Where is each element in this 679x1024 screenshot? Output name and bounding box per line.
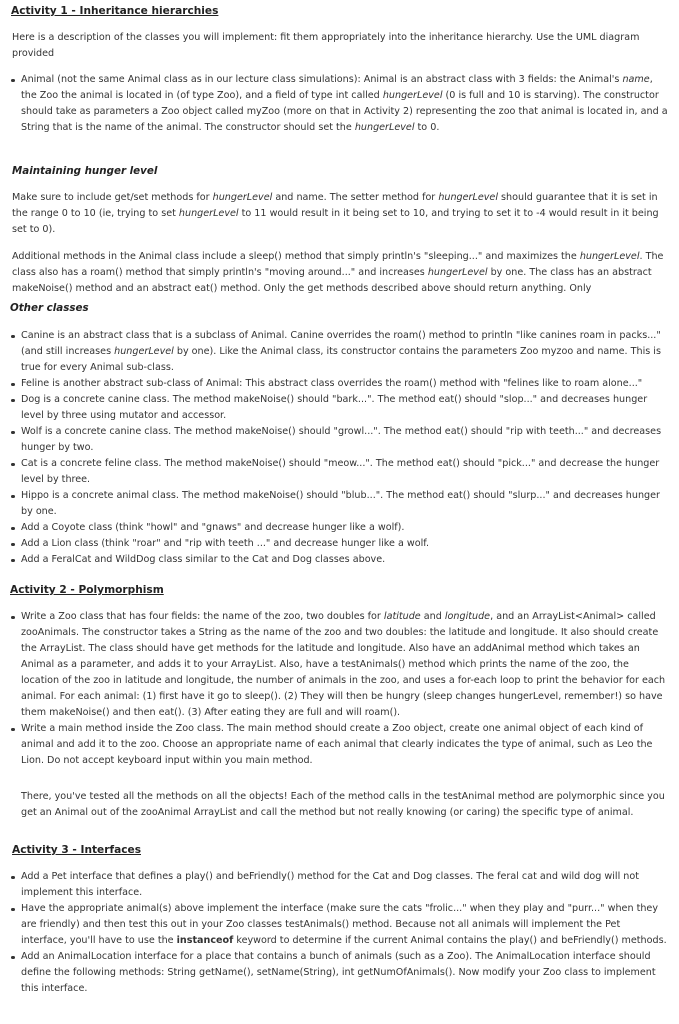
- list-item: Have the appropriate animal(s) above implement the interface (make sure the cats "frolic..." when they play and "purr..." when they are friendly) and then test this out in your Zoo classes testAnimals() method. Because not all animals will implement the Pet interface, you'll have to use the instanceof keyword to determine if the current Animal contains the play() and beFriendly() methods.: [9, 901, 669, 949]
- list-item: Feline is another abstract sub-class of Animal: This abstract class overrides the roam() method with "felines like to roam alone...": [9, 376, 669, 392]
- polymorphism-summary: There, you've tested all the methods on all the objects! Each of the method calls in the testAnimal method are polymorphic since you get an Animal out of the zooAnimal ArrayList and call the method but not really knowing (or caring) the specific type of animal.: [21, 791, 665, 818]
- list-item: Cat is a concrete feline class. The method makeNoise() should "meow...". The method eat() should "pick..." and decrease the hunger level by three.: [9, 456, 669, 488]
- list-item: Hippo is a concrete animal class. The method makeNoise() should "blub...". The method eat() should "slurp..." and decreases hunger by one.: [9, 488, 669, 520]
- list-item: Add a Pet interface that defines a play() and beFriendly() method for the Cat and Dog classes. The feral cat and wild dog will not implement this interface.: [9, 869, 669, 901]
- list-item: Wolf is a concrete canine class. The method makeNoise() should "growl...". The method eat() should "rip with teeth..." and decreases hunger by two.: [9, 424, 669, 456]
- activity-1-heading: Activity 1 - Inheritance hierarchies: [11, 5, 219, 17]
- list-item: Add a Coyote class (think "howl" and "gnaws" and decrease hunger like a wolf).: [9, 520, 669, 536]
- other-classes-list: [9, 328, 669, 568]
- list-item: Write a Zoo class that has four fields: the name of the zoo, two doubles for latitude and longitude, and an ArrayList<Animal> called zooAnimals. The constructor takes a String as the name of the zoo and two doubles: the latitude and longitude. It also should create the ArrayList. The class should have get methods for the latitude and longitude. Also have an addAnimal method which takes an Animal as a parameter, and adds it to your ArrayList. Also, have a testAnimals() method which prints the name of the zoo, the location of the zoo in latitude and longitude, the number of animals in the zoo, and uses a for-each loop to print the behavior for each animal. For each animal: (1) first have it go to sleep(). (2) They will then be hungry (sleep changes hungerLevel, remember!) so have them makeNoise() and then eat(). (3) After eating they are full and will roam().: [9, 609, 669, 721]
- activity-3-list: [9, 869, 669, 997]
- list-item: Dog is a concrete canine class. The method makeNoise() should "bark...". The method eat() should "slop..." and decreases hunger level by three using mutator and accessor.: [9, 392, 669, 424]
- hunger-level-heading: Maintaining hunger level: [12, 165, 158, 177]
- hunger-level-paragraph: Make sure to include get/set methods for hungerLevel and name. The setter method for hungerLevel should guarantee that it is set in the range 0 to 10 (ie, trying to set hungerLevel to 11 would result in it being set to 10, and trying to set it to -4 would result in it being set to 0).: [12, 192, 659, 235]
- additional-methods-paragraph: Additional methods in the Animal class include a sleep() method that simply println's "sleeping..." and maximizes the hungerLevel. The class also has a roam() method that simply println's "moving around..." and increases hungerLevel by one. The class has an abstract makeNoise() method and an abstract eat() method. Only the get methods described above should return anything. Only: [12, 251, 664, 294]
- animal-class-list: [9, 72, 669, 136]
- list-item: Write a main method inside the Zoo class. The main method should create a Zoo object, create one animal object of each kind of animal and add it to the zoo. Choose an appropriate name of each animal that clearly indicates the type of animal, such as Leo the Lion. Do not accept keyboard input within you main method.: [9, 721, 669, 769]
- list-item: Add a FeralCat and WildDog class similar to the Cat and Dog classes above.: [9, 552, 669, 568]
- activity-1-intro: Here is a description of the classes you will implement: fit them appropriately into the inheritance hierarchy. Use the UML diagram provided: [12, 32, 640, 59]
- list-item: Canine is an abstract class that is a subclass of Animal. Canine overrides the roam() method to println "like canines roam in packs..." (and still increases hungerLevel by one). Like the Animal class, its constructor contains the parameters Zoo myzoo and name. This is true for every Animal sub-class.: [9, 328, 669, 376]
- activity-3-heading: Activity 3 - Interfaces: [12, 844, 141, 856]
- activity-2-list: [9, 609, 669, 769]
- list-item: Add a Lion class (think "roar" and "rip with teeth ..." and decrease hunger like a wolf.: [9, 536, 669, 552]
- activity-2-heading: Activity 2 - Polymorphism: [10, 584, 164, 596]
- other-classes-heading: Other classes: [10, 302, 89, 314]
- list-item: Add an AnimalLocation interface for a place that contains a bunch of animals (such as a Zoo). The AnimalLocation interface should define the following methods: String getName(), setName(String), int getNumOfAnimals(). Now modify your Zoo class to implement this interface.: [9, 949, 669, 997]
- list-item: Animal (not the same Animal class as in our lecture class simulations): Animal is an abstract class with 3 fields: the Animal's name, the Zoo the animal is located in (of type Zoo), and a field of type int called hungerLevel (0 is full and 10 is starving). The constructor should take as parameters a Zoo object called myZoo (more on that in Activity 2) representing the zoo that animal is located in, and a String that is the name of the animal. The constructor should set the hungerLevel to 0.: [9, 72, 669, 136]
